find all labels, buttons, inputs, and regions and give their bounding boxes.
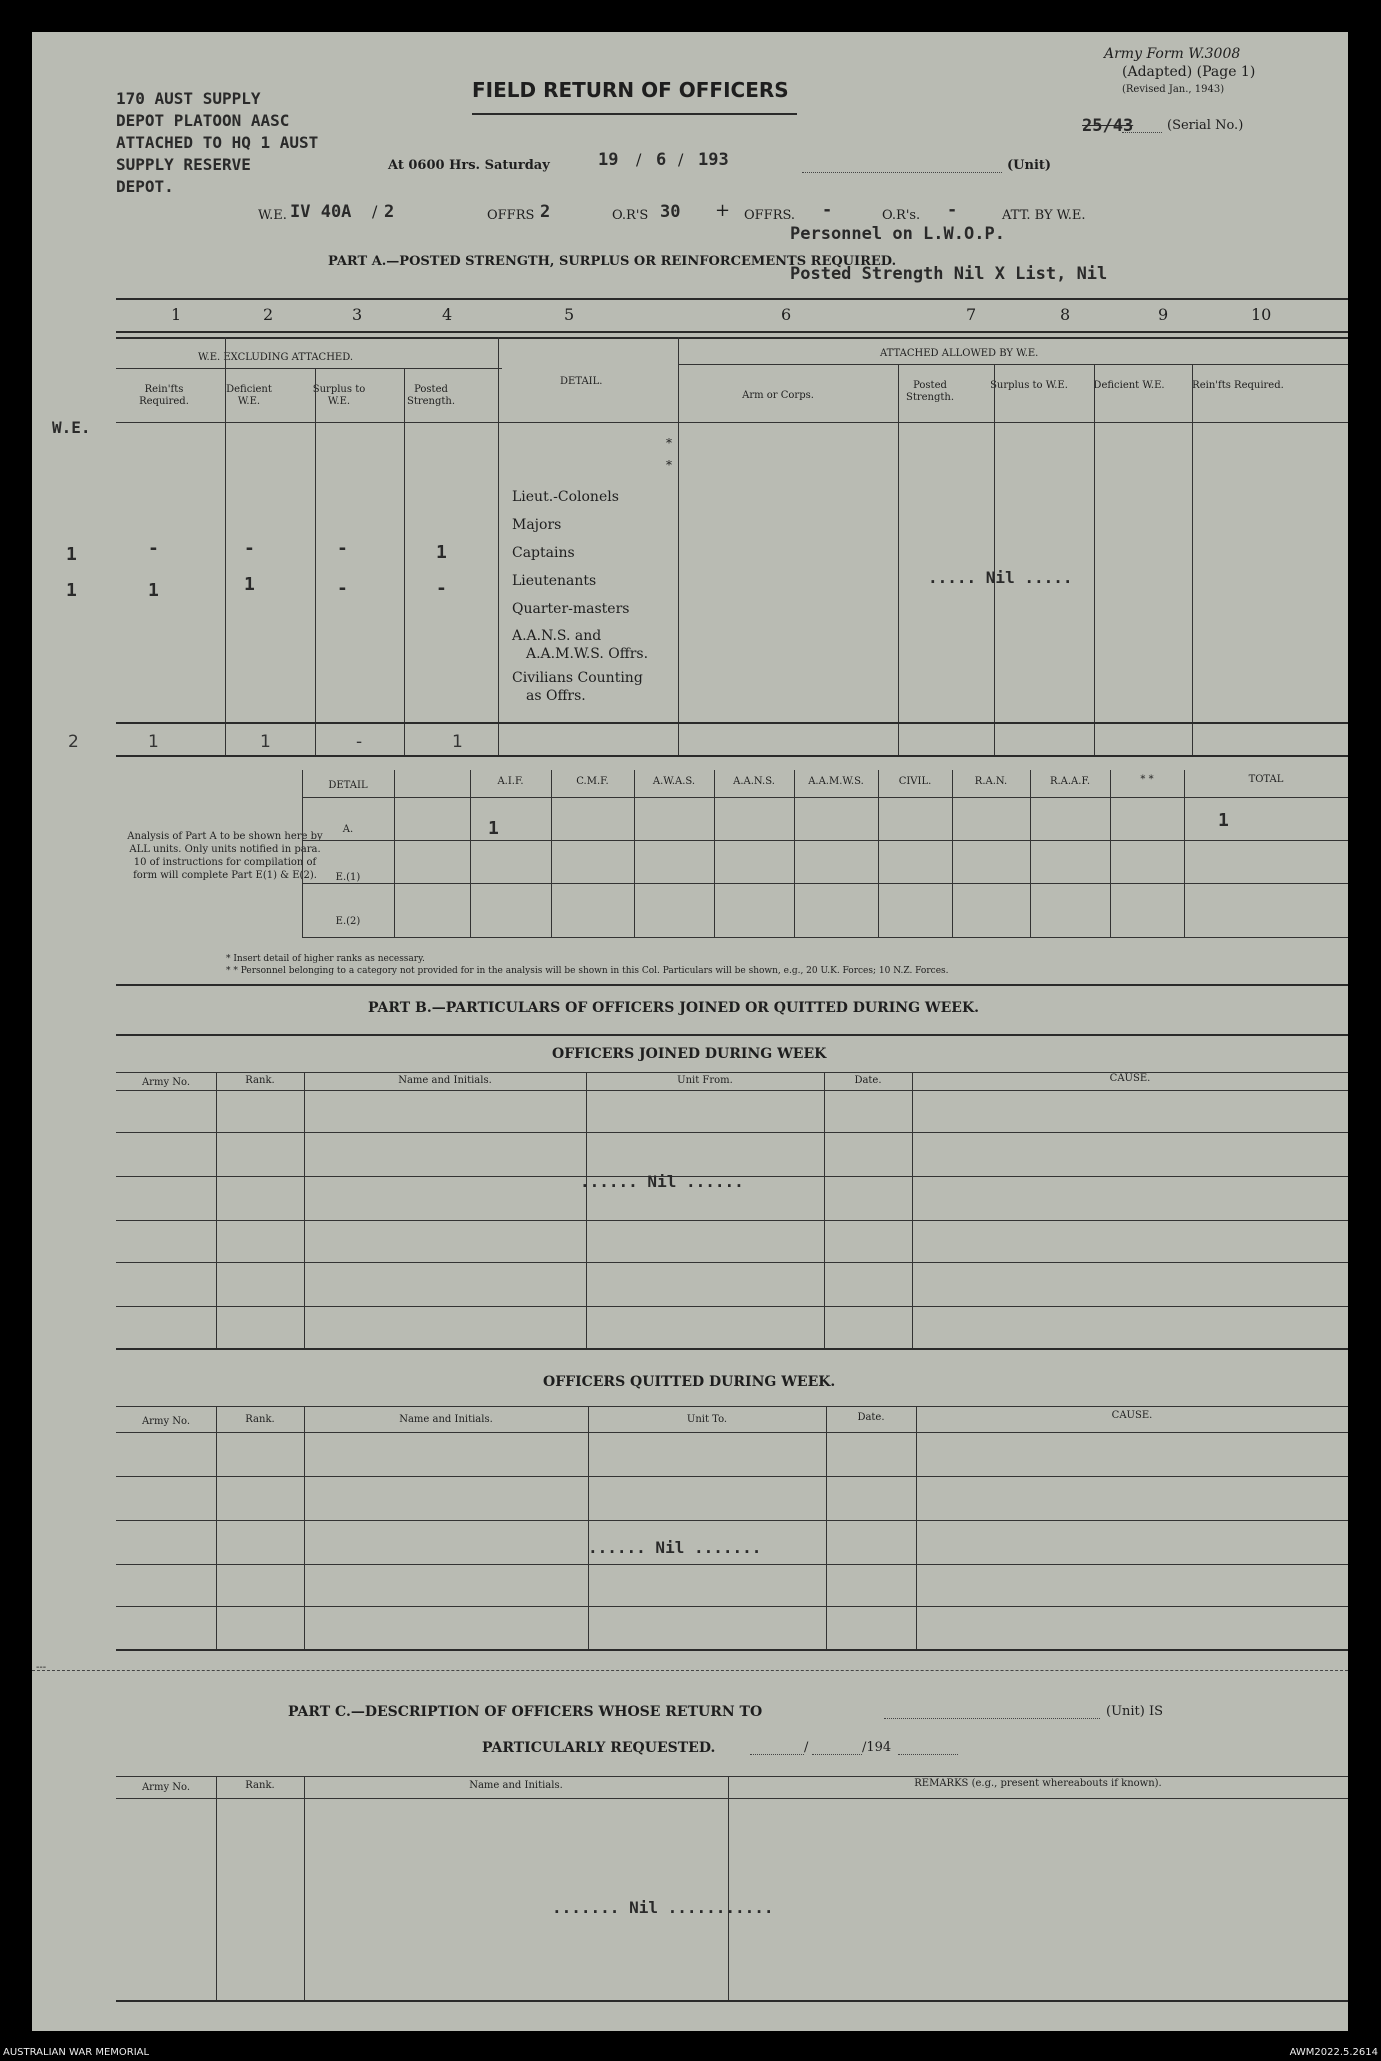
column-number-rule bbox=[116, 331, 1348, 333]
analysis-header-detail: DETAIL bbox=[328, 780, 368, 791]
analysis-header-total: TOTAL bbox=[1248, 774, 1284, 785]
unit-line-3: ATTACHED TO HQ 1 AUST bbox=[116, 133, 319, 152]
xlist-note: Posted Strength Nil X List, Nil bbox=[790, 264, 1108, 284]
unit-stamp bbox=[116, 88, 318, 198]
analysis-header-awas: A.W.A.S. bbox=[652, 776, 696, 787]
we-value: IV 40A bbox=[290, 202, 352, 222]
revised-label: (Revised Jan., 1943) bbox=[1122, 84, 1225, 95]
lieutenants-posted: - bbox=[436, 578, 447, 599]
captains-posted: 1 bbox=[436, 542, 447, 563]
quitted-header-name: Name and Initials. bbox=[399, 1414, 493, 1425]
joined-header-date: Date. bbox=[854, 1075, 882, 1086]
lieutenants-we: 1 bbox=[66, 580, 77, 601]
total-deficient: 1 bbox=[260, 732, 271, 752]
joined-header-name: Name and Initials. bbox=[398, 1075, 492, 1086]
detail-header: DETAIL. bbox=[560, 376, 603, 387]
rank-as-offrs: as Offrs. bbox=[526, 688, 586, 704]
perforation-line bbox=[32, 1670, 1348, 1671]
footer-accession: AWM2022.5.2614 bbox=[1289, 2047, 1378, 2058]
part-b-title: PART B.—PARTICULARS OF OFFICERS JOINED OR QUITTED DURING WEEK. bbox=[368, 1000, 980, 1016]
unit-line bbox=[802, 172, 1002, 173]
we-margin-label: W.E. bbox=[52, 418, 91, 437]
part-c-title: PART C.—DESCRIPTION OF OFFICERS WHOSE RETURN TO bbox=[288, 1704, 763, 1720]
header-surplus: Surplus to W.E. bbox=[312, 384, 366, 407]
we-value-2: 2 bbox=[384, 202, 395, 222]
rank-captains: Captains bbox=[512, 545, 575, 561]
header-surplus-2: Surplus to W.E. bbox=[990, 380, 1068, 391]
footnote-2: * * Personnel belonging to a category not provided for in the analysis will be shown in this Col. Particulars will be shown, e.g., 20 U.K. Forces; 10 N.Z. Forces. bbox=[226, 966, 949, 976]
attached-allowed-label: ATTACHED ALLOWED BY W.E. bbox=[880, 348, 1039, 359]
ors2-value: - bbox=[947, 200, 958, 220]
rank-quarter-masters: Quarter-masters bbox=[512, 601, 630, 617]
unit-label: (Unit) bbox=[1007, 158, 1052, 173]
unit-line-4: SUPPLY RESERVE bbox=[116, 155, 251, 174]
header-deficient-2: Deficient W.E. bbox=[1093, 380, 1165, 391]
serial-value: 25/43 bbox=[1082, 116, 1134, 136]
serial-line bbox=[1122, 132, 1162, 133]
captains-deficient: - bbox=[244, 538, 255, 559]
unit-line-1: 170 AUST SUPPLY bbox=[116, 89, 261, 108]
part-c-year: /194 bbox=[862, 1740, 892, 1755]
joined-title: OFFICERS JOINED DURING WEEK bbox=[552, 1046, 827, 1062]
analysis-header-civil: CIVIL. bbox=[898, 776, 932, 787]
rank-list bbox=[512, 483, 648, 705]
analysis-header-aamws: A.A.M.W.S. bbox=[808, 776, 864, 787]
captains-surplus: - bbox=[337, 538, 348, 559]
ors2-label: O.R's. bbox=[882, 208, 921, 223]
offrs2-label: OFFRS. bbox=[744, 208, 796, 223]
total-reinf: 1 bbox=[148, 732, 159, 752]
serial-label: (Serial No.) bbox=[1167, 118, 1244, 133]
lieutenants-deficient: 1 bbox=[244, 574, 255, 595]
captains-reinf: - bbox=[148, 538, 159, 559]
quitted-header-date: Date. bbox=[857, 1412, 885, 1423]
header-reinfts-2: Rein'fts Required. bbox=[1192, 380, 1284, 391]
unit-line-5: DEPOT. bbox=[116, 177, 174, 196]
joined-header-cause: CAUSE. bbox=[1109, 1073, 1151, 1084]
page-title: FIELD RETURN OF OFFICERS bbox=[472, 78, 789, 102]
part-c-unit-is: (Unit) IS bbox=[1106, 1704, 1164, 1719]
total-posted: 1 bbox=[452, 732, 463, 752]
offrs-value: 2 bbox=[540, 202, 551, 222]
date-day: 19 bbox=[598, 150, 619, 170]
analysis-row-e2: E.(2) bbox=[335, 916, 361, 927]
fold-mark: --- bbox=[36, 1662, 47, 1673]
header-reinfts: Rein'fts Required. bbox=[139, 384, 189, 407]
analysis-header-aans: A.A.N.S. bbox=[733, 776, 775, 787]
or-label: O.R'S bbox=[612, 208, 649, 223]
quitted-header-unit-to: Unit To. bbox=[686, 1414, 728, 1425]
analysis-header-ran: R.A.N. bbox=[974, 776, 1008, 787]
we-label: W.E. bbox=[258, 208, 287, 223]
part-c-header-rank: Rank. bbox=[245, 1780, 275, 1791]
rank-lieut-colonels: Lieut.-Colonels bbox=[512, 489, 619, 505]
quitted-header-rank: Rank. bbox=[245, 1414, 275, 1425]
attached-nil: ..... Nil ..... bbox=[928, 568, 1073, 587]
title-underline bbox=[472, 113, 797, 115]
part-c-header-name: Name and Initials. bbox=[469, 1780, 563, 1791]
header-arm-corps: Arm or Corps. bbox=[742, 390, 814, 401]
form-sheet: Army Form W.3008 (Adapted) (Page 1) (Revised Jan., 1943) 170 AUST SUPPLY DEPOT PLATOON AASC ATTACHED TO HQ 1 AUST SUPPLY RESERVE DEPOT. FIELD RETURN OF OFFICERS 25/43 (Serial No.) At 0600 Hrs. Saturday 19 / 6 / 193 (Unit) W.E. IV 40A / 2 OFFRS 2 O.R'S 30 + OFFRS. - O.R's. - ATT. BY W.E. Personnel on L.W.O.P. PART A.—POSTED STRENGTH, SURPLUS OR REINFORCEMENTS REQUIRED. Posted Strength Nil X List, Nil 1 2 3 4 5 6 7 8 9 10 W.E. EXCLUDING ATTACHED. ATTACHED ALLOWED BY W.E. DETAIL. Rein'fts Required. Deficient W.E. Surplus to W.E. Posted Strength. Arm or Corps. Posted Strength. Surplus to W.E. Deficient W.E. Rein'fts Required. W.E. * * Lieut.-Colonels Majors Captains Lieutenants Quarter-masters A.A.N.S. and A.A.M.W.S. Offrs. Civilians Counting as Offrs. 1 - - - 1 1 1 1 - - ..... Nil ..... 2 1 1 - 1 Analysis of Part A to be shown here by ALL units. Only units notified in para. 10 of instructions for compilation of form will complete Part E(1) & E(2). DETAIL A.I.F. C.M.F. A.W.A.S. A.A.N.S. A.A.M.W.S. CIVIL. R.A.N. R.A.A.F. * * TOTAL A. E.(1) E.(2) 1 1 * Insert detail of higher ranks as necessary. * * Personnel belonging to a category not provided for in the analysis will be shown in this Col. Particulars will be shown, e.g., 20 U.K. Forces; 10 N.Z. Forces. PART B.—PARTICULARS OF OFFICERS JOINED OR QUITTED DURING WEEK. OFFICERS JOINED DURING WEEK Army No. Rank. Name and Initials. Unit From. Date. CAUSE. ...... Nil ...... OFFICERS QUITTED DURING WEEK. Army No. Rank. Name and Initials. Unit To. Date. CAUSE. ...... Nil ....... --- PART C.—DESCRIPTION OF OFFICERS WHOSE RETURN TO (Unit) IS PARTICULARLY REQUESTED. / /194 Army No. Rank. Name and Initials. REMARKS (e.g., present whereabouts if known). ....... Nil ........... bbox=[32, 32, 1348, 2031]
rank-aans: A.A.N.S. and bbox=[512, 628, 602, 644]
date-month: 6 bbox=[656, 150, 667, 170]
quitted-title: OFFICERS QUITTED DURING WEEK. bbox=[543, 1374, 836, 1390]
header-posted-2: Posted Strength. bbox=[905, 380, 955, 403]
plus-sign: + bbox=[715, 200, 731, 221]
analysis-note: Analysis of Part A to be shown here by ALL units. Only units notified in para. 10 of instructions for compilation of form will complete Part E(1) & E(2). bbox=[127, 831, 323, 881]
rank-civilians: Civilians Counting bbox=[512, 670, 643, 686]
offrs-label: OFFRS bbox=[487, 208, 535, 223]
quitted-header-army-no: Army No. bbox=[141, 1416, 191, 1427]
joined-header-unit-from: Unit From. bbox=[677, 1075, 733, 1086]
column-numbers: 1 2 3 4 5 6 7 8 9 10 bbox=[171, 305, 1272, 324]
analysis-header-raaf: R.A.A.F. bbox=[1049, 776, 1091, 787]
quitted-header-cause: CAUSE. bbox=[1111, 1410, 1153, 1421]
adapted-label: (Adapted) (Page 1) bbox=[1122, 64, 1256, 80]
analysis-aif-value: 1 bbox=[488, 818, 499, 839]
at-hrs-label: At 0600 Hrs. Saturday bbox=[388, 158, 550, 173]
footer-institution: AUSTRALIAN WAR MEMORIAL bbox=[3, 2047, 150, 2058]
part-c-requested: PARTICULARLY REQUESTED. bbox=[482, 1740, 716, 1756]
analysis-header-cmf: C.M.F. bbox=[576, 776, 609, 787]
rank-majors: Majors bbox=[512, 517, 562, 533]
footnote-1: * Insert detail of higher ranks as necessary. bbox=[226, 954, 425, 964]
part-c-header-remarks: REMARKS (e.g., present whereabouts if known). bbox=[914, 1778, 1162, 1789]
analysis-row-e1: E.(1) bbox=[335, 872, 361, 883]
att-label: ATT. BY W.E. bbox=[1002, 208, 1086, 223]
army-form-number: Army Form W.3008 bbox=[1104, 46, 1241, 62]
joined-nil: ...... Nil ...... bbox=[580, 1172, 744, 1191]
lieutenants-surplus: - bbox=[337, 578, 348, 599]
offrs2-value: - bbox=[822, 200, 833, 220]
analysis-row-a: A. bbox=[342, 824, 354, 835]
analysis-header-aif: A.I.F. bbox=[497, 776, 524, 787]
rank-aamws: A.A.M.W.S. Offrs. bbox=[526, 646, 649, 662]
part-a-top-rule bbox=[116, 298, 1348, 300]
total-surplus: - bbox=[356, 732, 363, 752]
star-note-1: * bbox=[666, 436, 672, 450]
analysis-header-other: * * bbox=[1140, 774, 1154, 785]
captains-we: 1 bbox=[66, 544, 77, 565]
part-a-title: PART A.—POSTED STRENGTH, SURPLUS OR REINFORCEMENTS REQUIRED. bbox=[328, 254, 897, 269]
star-note-2: * bbox=[666, 458, 672, 472]
header-deficient: Deficient W.E. bbox=[226, 384, 272, 407]
joined-header-army-no: Army No. bbox=[141, 1077, 191, 1088]
joined-header-rank: Rank. bbox=[245, 1075, 275, 1086]
quitted-nil: ...... Nil ....... bbox=[588, 1538, 762, 1557]
lieutenants-reinf: 1 bbox=[148, 580, 159, 601]
header-posted: Posted Strength. bbox=[406, 384, 456, 407]
or-value: 30 bbox=[660, 202, 681, 222]
part-c-header-army-no: Army No. bbox=[141, 1782, 191, 1793]
rank-lieutenants: Lieutenants bbox=[512, 573, 597, 589]
total-we: 2 bbox=[68, 732, 79, 752]
date-year: 193 bbox=[698, 150, 729, 170]
part-c-slash: / bbox=[804, 1740, 809, 1755]
lwop-note: Personnel on L.W.O.P. bbox=[790, 224, 1005, 244]
analysis-total-value: 1 bbox=[1218, 810, 1229, 831]
unit-line-2: DEPOT PLATOON AASC bbox=[116, 111, 290, 130]
we-excluding-label: W.E. EXCLUDING ATTACHED. bbox=[198, 352, 354, 363]
part-c-nil: ....... Nil ........... bbox=[552, 1898, 774, 1917]
